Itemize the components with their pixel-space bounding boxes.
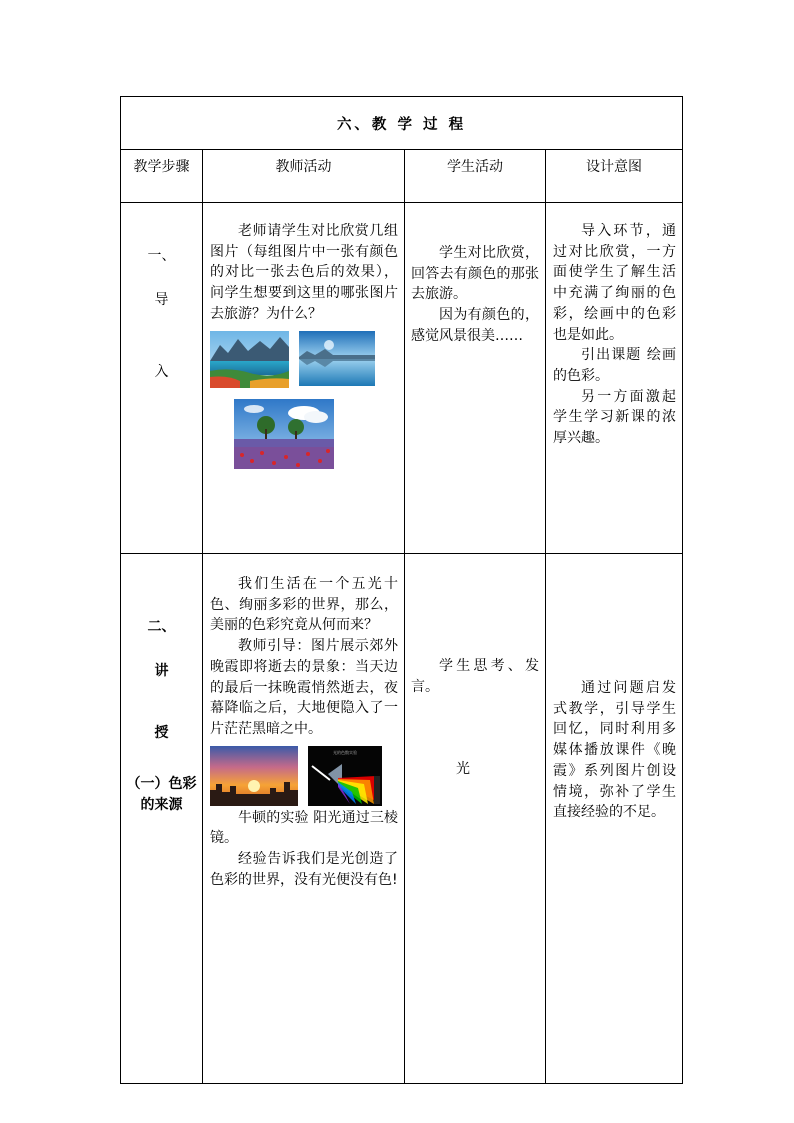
svg-text:光的色散实验: 光的色散实验: [333, 749, 358, 755]
student-activity-cell: [405, 203, 546, 554]
teacher-activity-cell: [203, 203, 405, 554]
teacher-activity-cell: [203, 554, 405, 1084]
student-text: 学生思考、发言。: [411, 658, 539, 695]
sunset-photo: [210, 746, 298, 806]
student-text: 因为有颜色的，感觉风景很美……: [411, 307, 539, 344]
step-char: 导: [154, 292, 169, 308]
step-char: 授: [154, 725, 169, 741]
student-text: 光: [456, 761, 470, 778]
row-introduction: [121, 203, 683, 554]
mirror-lake-photo: [299, 331, 375, 386]
design-intent-cell: [546, 203, 683, 554]
design-intent-cell: [546, 554, 683, 1084]
student-activity-cell: [405, 554, 546, 1084]
teacher-text: 经验告诉我们是光创造了色彩的世界，没有光便没有色!: [210, 851, 398, 888]
header-student: 学生活动: [405, 150, 546, 203]
step-number: 二、: [147, 619, 176, 635]
design-text: 通过问题启发式教学，引导学生回忆，同时利用多媒体播放课件《晚霞》系列图片创设情境，弥补了学生直接经验的不足。: [553, 680, 677, 821]
header-teacher: 教师活动: [203, 150, 405, 203]
section-title-cell: [121, 97, 683, 150]
step-cell: [121, 554, 203, 1084]
design-text: 导入环节，通过对比欣赏，一方面使学生了解生活中充满了绚丽的色彩，绘画中的色彩也是如此。: [553, 223, 677, 343]
step-char: 讲: [154, 663, 169, 679]
lake-mountain-photo: [210, 331, 289, 388]
header-design: 设计意图: [546, 150, 683, 203]
subsection-title: （一）色彩的来源: [126, 776, 197, 813]
teacher-text: 我们生活在一个五光十色、绚丽多彩的世界，那么，美丽的色彩究竟从何而来？: [210, 576, 398, 634]
teacher-text: 老师请学生对比欣赏几组图片（每组图片中一张有颜色的对比一张去色后的效果），问学生想要到这里的哪张图片去旅游？为什么？: [210, 223, 398, 322]
flower-field-photo: [234, 399, 334, 469]
row-lecture: [121, 554, 683, 1084]
student-text: 学生对比欣赏，回答去有颜色的那张去旅游。: [411, 245, 539, 303]
teacher-text: 牛顿的实验 阳光通过三棱镜。: [210, 809, 398, 847]
header-step: 教学步骤: [121, 150, 203, 203]
design-text: 另一方面激起学生学习新课的浓厚兴趣。: [553, 388, 677, 447]
step-number: 一、: [147, 248, 176, 264]
prism-photo: [308, 746, 382, 806]
header-row: [121, 150, 683, 203]
teacher-text: 教师引导：图片展示郊外晚霞即将逝去的景象：当天边的最后一抹晚霞悄然逝去，夜幕降临之后，大地便隐入了一片茫茫黑暗之中。: [210, 638, 398, 737]
section-title: 六、教 学 过 程: [336, 116, 467, 133]
teaching-process-table: [120, 96, 683, 1084]
step-char: 入: [154, 364, 169, 380]
step-cell: [121, 203, 203, 554]
design-text: 引出课题 绘画的色彩。: [553, 347, 677, 384]
